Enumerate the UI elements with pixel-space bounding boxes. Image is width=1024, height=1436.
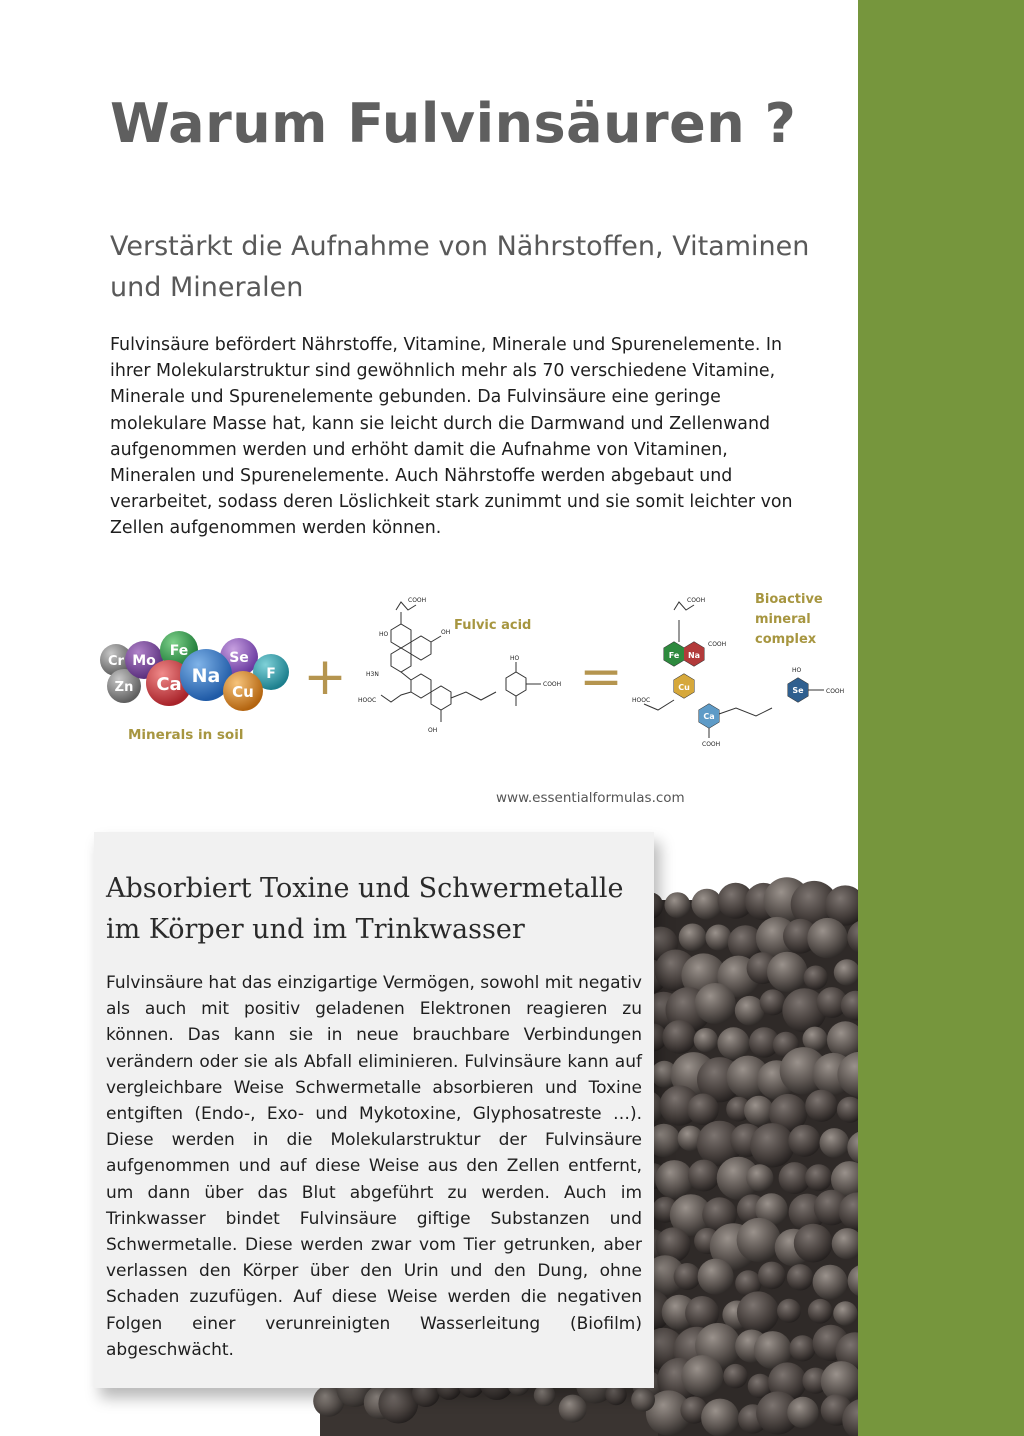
pebble	[813, 1265, 848, 1300]
section1-body: Fulvinsäure befördert Nährstoffe, Vitamine, Minerale und Spurenelemente. In ihrer Molekularstruktur sind gewöhnlich mehr als 70 verschiedene Vitamine, Minerale und Spurenelemente gebunden. Da Fulvinsäure eine geringe molekulare Masse hat, kann sie leicht durch die Darmwand und Zellenwand aufgenommen werden und erhöht damit die Aufnahme von Vitaminen, Mineralen und Spurenelemente. Auch Nährstoffe werden abgebaut und verarbeitet, sodass deren Löslichkeit stark zunimmt und sie somit leichter von Zellen aufgenommen werden können.	[110, 335, 793, 539]
ball-label: Fe	[169, 643, 189, 659]
chem-label: HOOC	[358, 697, 377, 704]
ball-label: Na	[191, 665, 221, 687]
toxins-card	[94, 832, 654, 1388]
pebble	[695, 983, 736, 1024]
pebble	[746, 1164, 773, 1191]
complex-label-line: Bioactive	[755, 592, 823, 607]
pebble	[378, 1384, 418, 1424]
chem-label: COOH	[687, 597, 706, 604]
pebble	[750, 1123, 794, 1167]
mineral-balls-group	[100, 631, 289, 711]
chem-label: HO	[379, 631, 389, 638]
pebble	[631, 1388, 655, 1412]
pebble	[701, 1399, 739, 1436]
pebble	[737, 1218, 781, 1262]
pebble	[760, 989, 786, 1015]
complex-ca	[699, 704, 719, 728]
pebble	[723, 1364, 747, 1388]
ball-label: F	[266, 666, 276, 682]
plus-sign: +	[303, 647, 347, 707]
chem-label: OH	[441, 629, 451, 636]
pebble	[788, 1125, 820, 1157]
ball-label: Se	[229, 650, 249, 666]
pebble	[808, 1299, 833, 1324]
chem-label: H3N	[366, 671, 379, 678]
pebble	[692, 889, 723, 920]
page-title: Warum Fulvinsäuren ?	[110, 92, 797, 155]
pebble	[674, 1263, 701, 1290]
pebble	[681, 1355, 723, 1397]
ball-label: Cr	[108, 654, 124, 669]
pebble	[687, 1094, 719, 1126]
pebble	[805, 1090, 837, 1122]
chem-label: HO	[510, 655, 520, 662]
pebble	[789, 1335, 815, 1361]
chem-label: COOH	[408, 597, 427, 604]
pebble	[794, 1224, 833, 1263]
complex-label-line: complex	[755, 632, 817, 647]
pebble	[758, 1262, 786, 1290]
pebble	[662, 1020, 696, 1054]
minerals-label: Minerals in soil	[128, 727, 244, 743]
chem-label: HO	[792, 667, 802, 674]
pebble	[688, 1160, 720, 1192]
pebble	[737, 1291, 779, 1333]
ball-label: Cu	[232, 683, 254, 701]
section2-heading: Absorbiert Toxine und Schwermetalle im Körper und im Trinkwasser	[106, 873, 624, 945]
source-credit: www.essentialformulas.com	[496, 790, 685, 806]
fulvic-acid-label: Fulvic acid	[454, 618, 532, 633]
complex-label-line: mineral	[755, 612, 811, 627]
complex-elements	[664, 642, 808, 728]
ball-label: Ca	[156, 674, 182, 695]
ball-label: Zn	[114, 680, 134, 695]
pebble	[706, 925, 732, 951]
pebble	[777, 1299, 801, 1323]
complex-chem-labels	[632, 597, 844, 748]
section1-heading: Verstärkt die Aufnahme von Nährstoffen, Vitaminen und Mineralen	[110, 231, 810, 303]
pebble	[665, 892, 691, 918]
pebble	[820, 1128, 850, 1158]
chem-label: OH	[428, 727, 438, 734]
fulvic-acid-diagram	[96, 580, 846, 755]
chem-label: COOH	[708, 641, 727, 648]
accent-sidebar	[858, 0, 1024, 1436]
pebble	[559, 1395, 587, 1423]
complex-label: Cu	[678, 683, 690, 692]
equals-sign: =	[579, 647, 623, 707]
chem-label: COOH	[702, 741, 721, 748]
pebble	[698, 1259, 734, 1295]
pebble	[805, 1164, 832, 1191]
pebble	[787, 1264, 813, 1290]
ball-label: Mo	[132, 653, 156, 669]
chem-label: COOH	[826, 688, 845, 695]
pebble	[679, 924, 707, 952]
pebble	[804, 966, 828, 990]
pebble	[833, 1301, 857, 1325]
pebble	[767, 952, 807, 992]
pebble	[655, 1160, 693, 1198]
complex-label: Se	[792, 686, 804, 695]
complex-se	[788, 678, 808, 702]
pebble	[717, 1027, 749, 1059]
complex-cu	[674, 674, 694, 698]
complex-label: Na	[687, 651, 701, 660]
complex-na	[684, 642, 704, 666]
section2-body: Fulvinsäure hat das einzigartige Vermögen, sowohl mit negativ als auch mit positiv geladenen Elektronen reagieren zu können. Das kann sie in neue brauchbare Verbindungen verändern oder sie als Abfall eliminieren. Fulvinsäure kann auf vergleichbare Weise Schwermetalle absorbieren und Toxine entgiften (Endo-, Exo- und Mykotoxine, Glyphosatreste …). Diese werden in die Molekularstruktur der Fulvinsäure aufgenommen und auf diese Weise aus den Zellen entfernt, um dann über das Blut abgeführt zu werden. Auch im Trinkwasser bindet Fulvinsäure giftige Substanzen und Schwermetalle. Diese werden zwar vom Tier getrunken, aber verlassen den Körper über den Urin und den Dung, ohne Schaden zuzufügen. Auf diese Weise werden die negativen Folgen einer verunreinigten Wasserleitung (Biofilm) abgeschwächt.	[106, 973, 642, 1360]
pebble	[807, 918, 847, 958]
complex-fe	[664, 642, 684, 666]
complex-label: Fe	[668, 651, 680, 660]
chem-label: HOOC	[632, 697, 651, 704]
ball-cu	[223, 671, 263, 711]
complex-label: Ca	[703, 712, 715, 721]
chem-label: COOH	[543, 681, 562, 688]
pebble	[787, 1397, 818, 1428]
pebble	[694, 1028, 718, 1052]
complex-label-group	[755, 592, 823, 647]
